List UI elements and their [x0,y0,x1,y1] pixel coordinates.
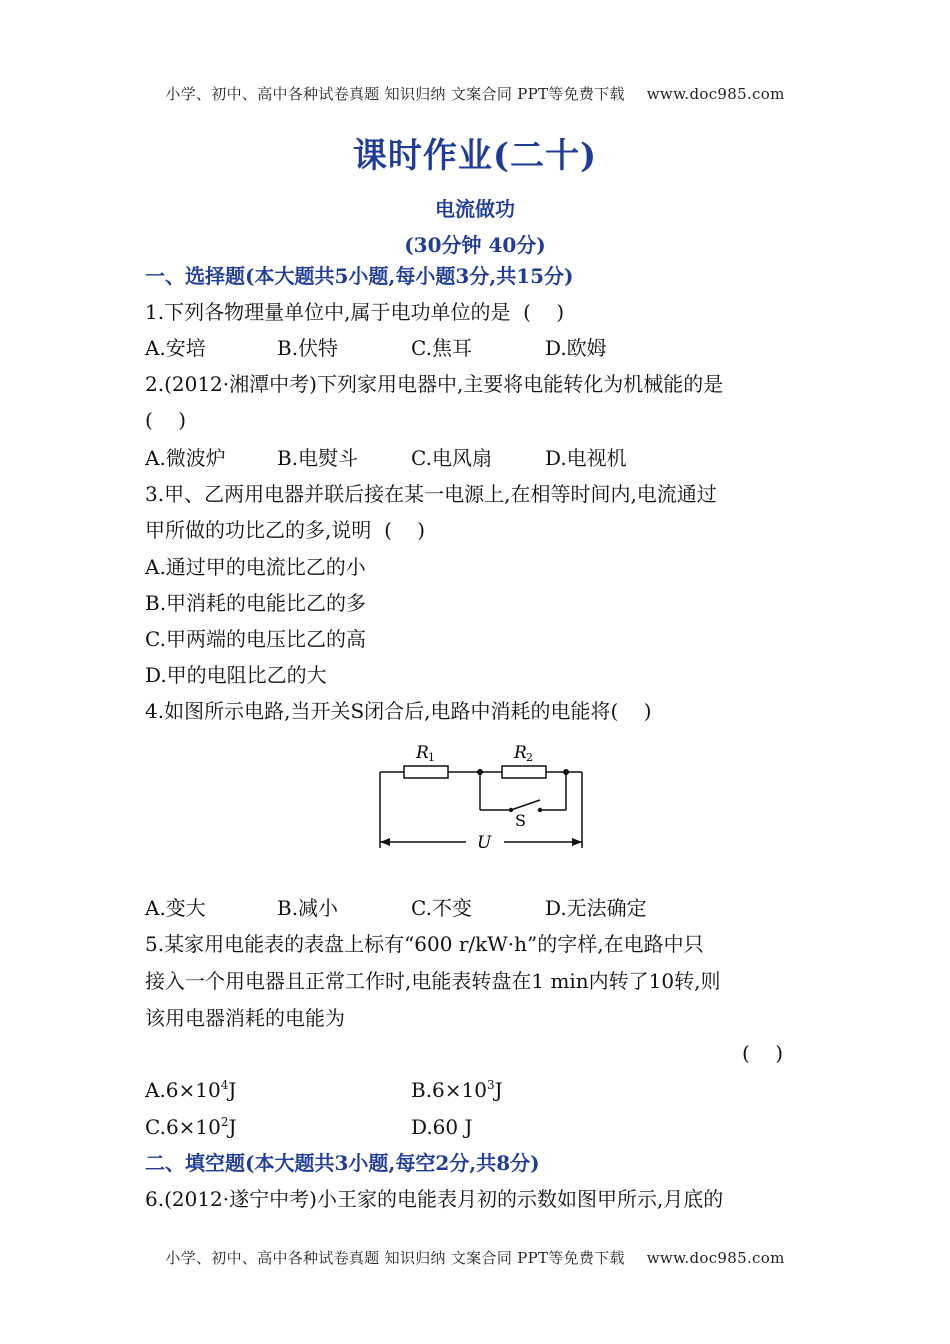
voltage-label: U [477,833,492,853]
page-header [0,83,950,104]
question-2-stem-line-2: ( ) [145,408,187,432]
page-footer [0,1247,950,1268]
question-3-stem-line-2: 甲所做的功比乙的多,说明 ( ) [145,518,426,542]
resistor-r2 [502,766,546,778]
circuit-diagram [370,738,590,858]
junction-node-right [563,769,569,775]
q2-option-d: D.电视机 [545,446,627,470]
question-5-stem-line-1: 5.某家用电能表的表盘上标有“600 r/kW·h”的字样,在电路中只 [145,932,704,956]
section-heading-choice: 一、选择题(本大题共5小题,每小题3分,共15分) [145,264,574,288]
question-2-stem-line-1: 2.(2012·湘潭中考)下列家用电器中,主要将电能转化为机械能的是 [145,372,724,396]
q5-option-b: $B.6\times 10^3J$ [411,1078,503,1102]
junction-node-left [477,769,483,775]
footer-url[interactable]: www.doc985.com [646,1249,785,1267]
q5-option-c: $C.6\times 10^2J$ [145,1115,237,1139]
switch-contact-left [509,808,513,812]
q2-option-c: C.电风扇 [411,446,492,470]
q2-option-b: B.电熨斗 [277,446,359,470]
page-subtitle: 电流做功 [435,197,515,221]
switch-label: S [515,811,526,830]
resistor-r1 [404,766,448,778]
q5-option-d: D.60 J [411,1115,473,1139]
arrowhead-left [380,838,390,846]
question-4-stem: 4.如图所示电路,当开关S闭合后,电路中消耗的电能将( ) [145,699,652,723]
q4-option-a: A.变大 [145,896,206,920]
q3-option-d: D.甲的电阻比乙的大 [145,663,327,687]
switch-blade [511,800,540,810]
section-heading-fill-in: 二、填空题(本大题共3小题,每空2分,共8分) [145,1151,540,1175]
header-url[interactable]: www.doc985.com [646,85,785,103]
r2-label: R [514,743,527,763]
q1-option-a: A.安培 [145,336,206,360]
q1-option-d: D.欧姆 [545,336,607,360]
q2-option-a: A.微波炉 [145,446,226,470]
q3-option-c: C.甲两端的电压比乙的高 [145,627,366,651]
q3-option-b: B.甲消耗的电能比乙的多 [145,591,367,615]
r2-subscript: 2 [526,751,533,764]
q5-answer-bracket: ( ) [742,1041,784,1065]
header-text: 小学、初中、高中各种试卷真题 知识归纳 文案合同 PPT等免费下载 [165,85,625,103]
q4-option-c: C.不变 [411,896,472,920]
question-6-stem-line-1: 6.(2012·遂宁中考)小王家的电能表月初的示数如图甲所示,月底的 [145,1187,724,1211]
switch-contact-right [538,808,542,812]
time-score-info: (30分钟 40分) [404,233,546,257]
question-5-stem-line-3: 该用电器消耗的电能为 [145,1006,345,1030]
q1-option-b: B.伏特 [277,336,339,360]
r1-subscript: 1 [428,751,435,764]
q5-option-a: $A.6\times 10^4J$ [145,1078,237,1102]
footer-text: 小学、初中、高中各种试卷真题 知识归纳 文案合同 PPT等免费下载 [165,1249,625,1267]
q1-option-c: C.焦耳 [411,336,472,360]
q4-option-d: D.无法确定 [545,896,647,920]
page-title: 课时作业(二十) [352,136,598,176]
q4-option-b: B.减小 [277,896,339,920]
arrowhead-right [572,838,582,846]
q3-option-a: A.通过甲的电流比乙的小 [145,555,366,579]
question-5-stem-line-2: 接入一个用电器且正常工作时,电能表转盘在1 min内转了10转,则 [145,969,721,993]
question-3-stem-line-1: 3.甲、乙两用电器并联后接在某一电源上,在相等时间内,电流通过 [145,482,717,506]
question-1-stem: 1.下列各物理量单位中,属于电功单位的是 ( ) [145,300,565,324]
r1-label: R [416,743,429,763]
